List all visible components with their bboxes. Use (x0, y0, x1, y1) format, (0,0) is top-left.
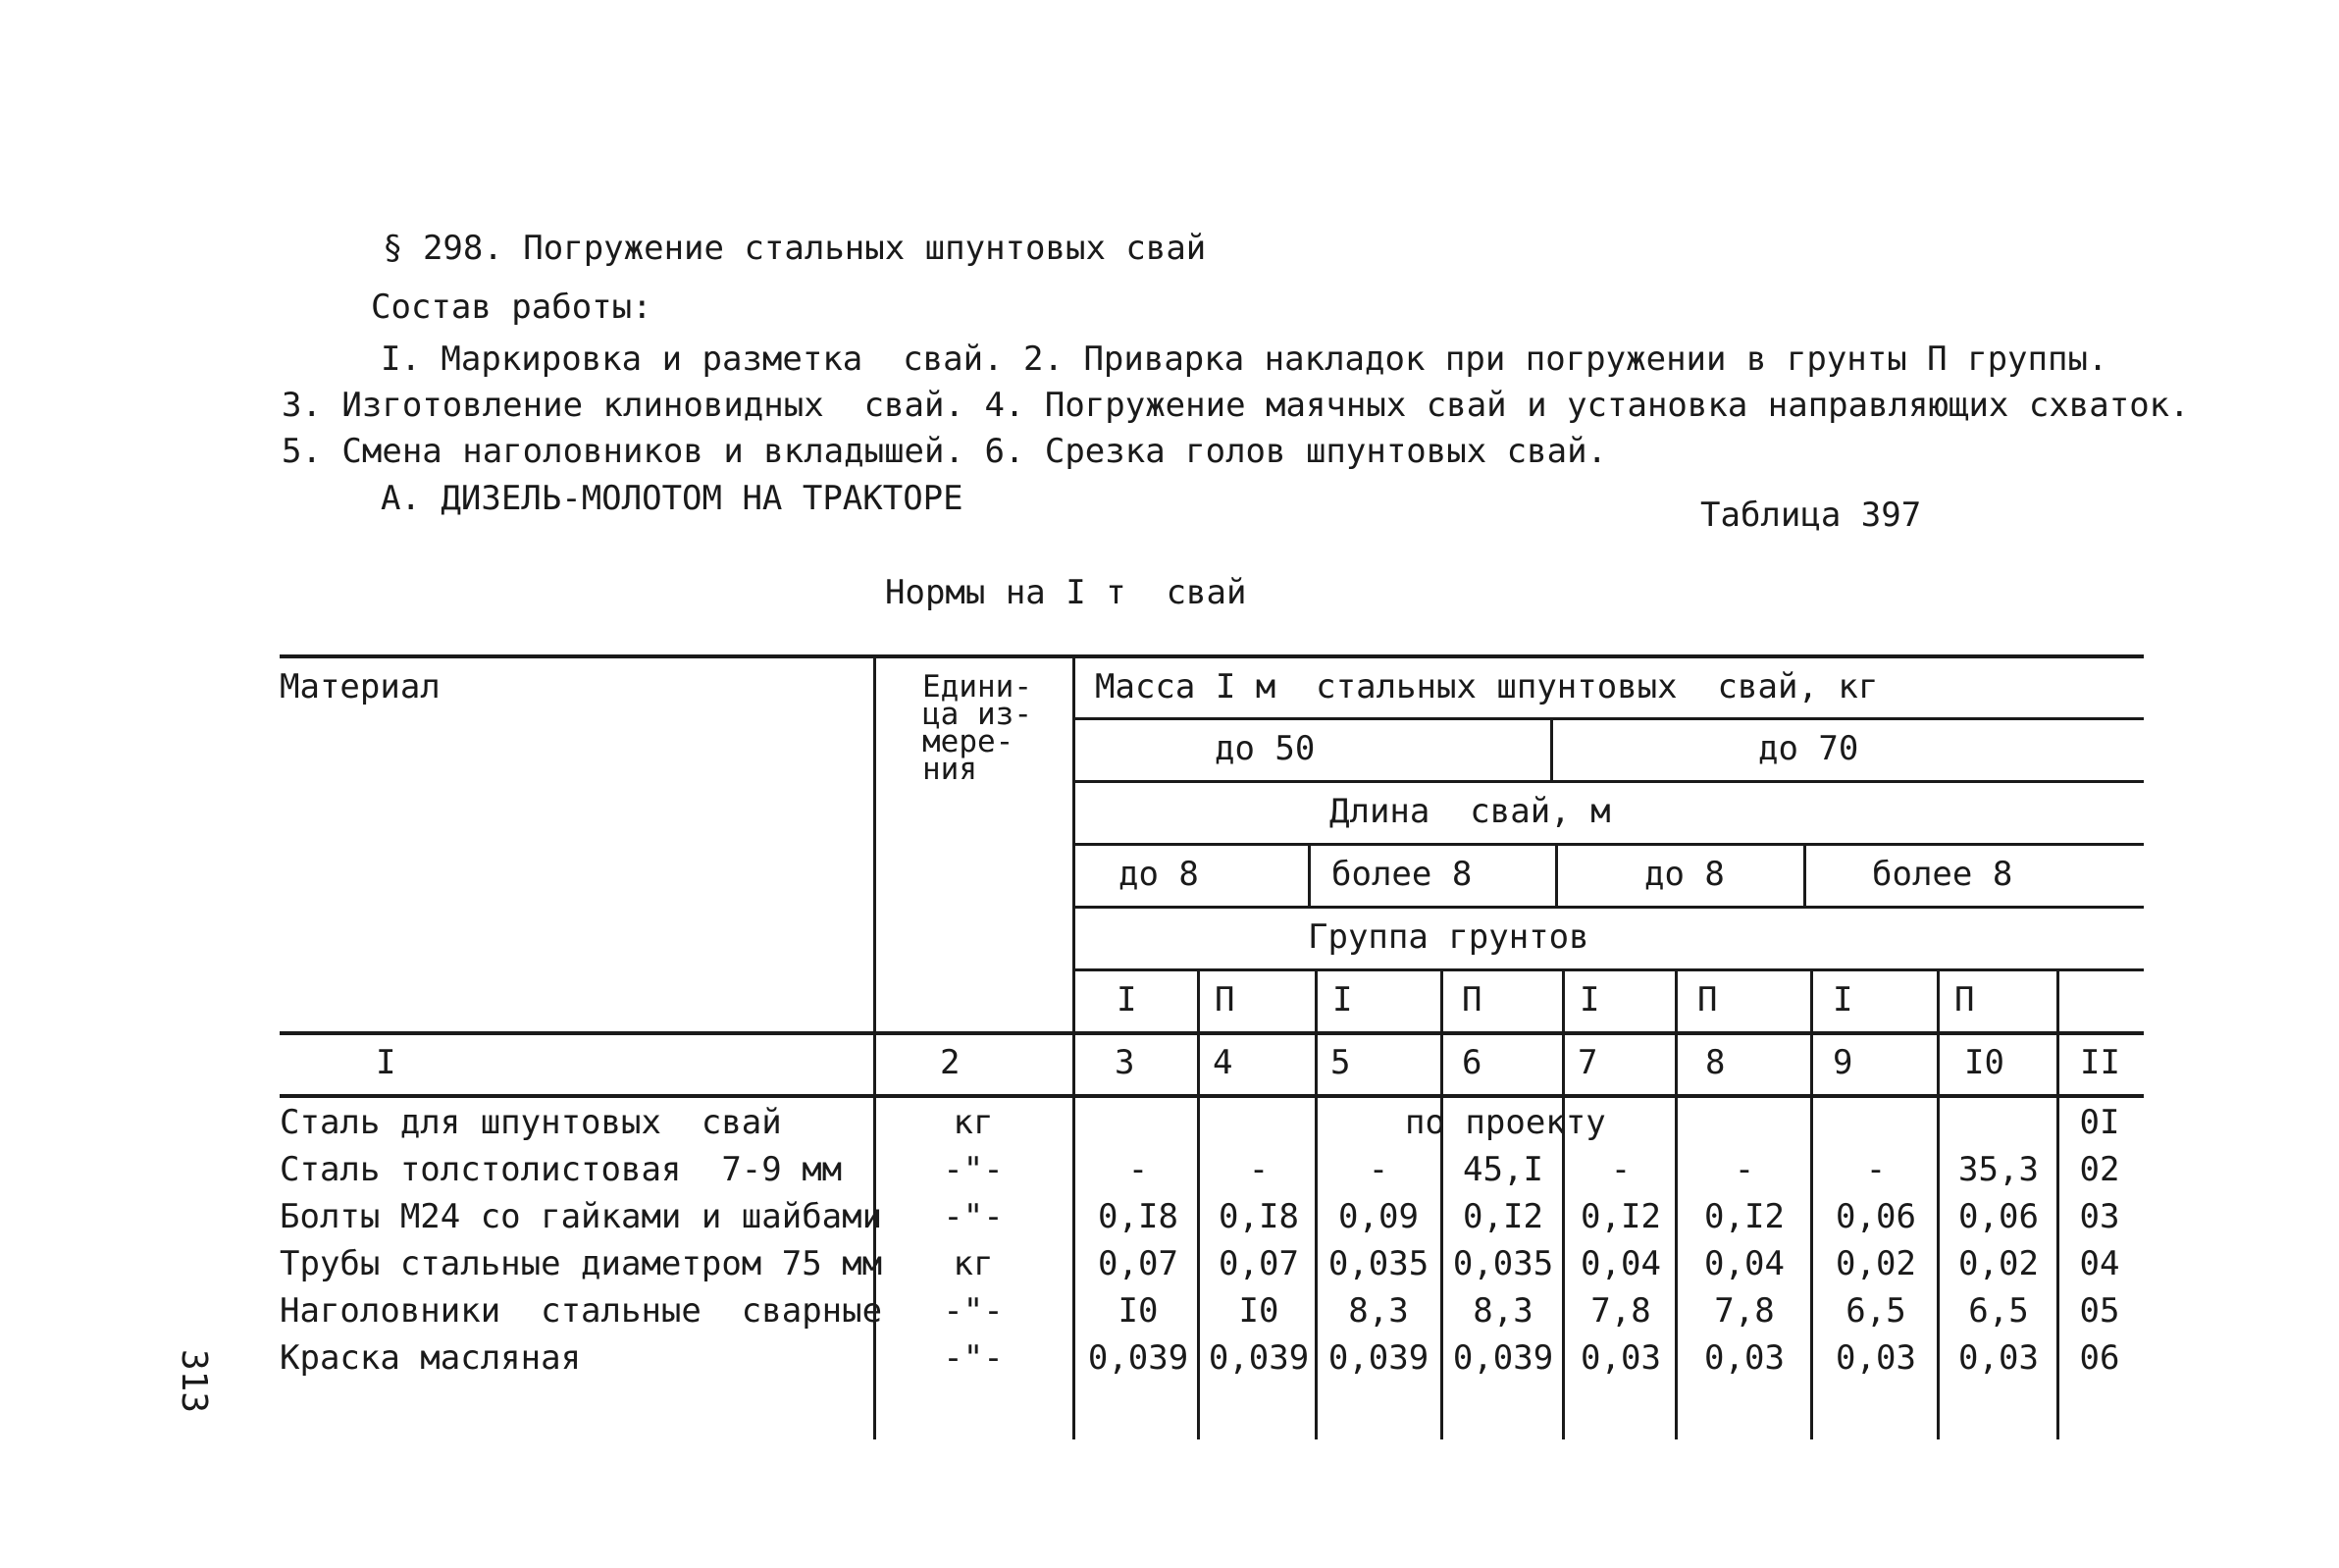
row-value: 0,04 (1581, 1244, 1661, 1283)
row-value: I0 (1238, 1291, 1279, 1331)
page-number: 313 (174, 1349, 214, 1414)
rule-colnums-bottom (280, 1094, 2144, 1098)
soil-class-9: I (1833, 980, 1853, 1019)
row-value: 0,039 (1208, 1338, 1310, 1378)
row-value: I0 (1118, 1291, 1159, 1331)
table-top-rule (280, 654, 2144, 658)
col-number-6: 6 (1462, 1043, 1482, 1082)
row-unit: -"- (943, 1150, 1004, 1189)
col-number-3: 3 (1115, 1043, 1135, 1082)
row-unit: -"- (943, 1197, 1004, 1236)
row-code: 0I (2079, 1103, 2120, 1142)
row-value: 0,035 (1327, 1244, 1429, 1283)
col-rule-len-1 (1308, 843, 1311, 906)
row-code: 03 (2079, 1197, 2120, 1236)
head-length: Длина свай, м (1329, 792, 1611, 831)
col-number-8: 8 (1705, 1043, 1726, 1082)
head-length-group-3: до 8 (1644, 855, 1725, 894)
head-length-group-2: более 8 (1331, 855, 1473, 894)
row-value: 0,I2 (1704, 1197, 1785, 1236)
rule-head-bottom (280, 1031, 2144, 1035)
row-value: 0,06 (1836, 1197, 1916, 1236)
col-number-1: I (376, 1043, 396, 1082)
row-material: Сталь толстолистовая 7-9 мм (280, 1150, 843, 1189)
row-value: 0,02 (1836, 1244, 1916, 1283)
row-value: 0,07 (1098, 1244, 1178, 1283)
row-value: 7,8 (1590, 1291, 1651, 1331)
work-line-1: I. Маркировка и разметка свай. 2. Приварка накладок при погружении в грунты П группы. (381, 340, 2108, 379)
soil-class-4: П (1215, 980, 1235, 1019)
col-rule-len-3 (1803, 843, 1806, 906)
col-rule-mass-split (1550, 717, 1553, 780)
row-value: 0,035 (1452, 1244, 1554, 1283)
row-code: 04 (2079, 1244, 2120, 1283)
row-value: 6,5 (1845, 1291, 1906, 1331)
row-value: 0,03 (1581, 1338, 1661, 1378)
row-value: 8,3 (1348, 1291, 1409, 1331)
work-composition-title: Состав работы: (371, 287, 652, 327)
soil-class-5: I (1332, 980, 1353, 1019)
row-value: - (1127, 1150, 1149, 1189)
rule-soil (1072, 968, 2144, 971)
row-value: 0,02 (1958, 1244, 2039, 1283)
row-material: Краска масляная (280, 1338, 582, 1378)
rule-mass (1072, 717, 2144, 720)
col-number-9: 9 (1833, 1043, 1853, 1082)
head-mass-group-2: до 70 (1758, 729, 1859, 768)
soil-class-6: П (1462, 980, 1482, 1019)
row-value: 7,8 (1714, 1291, 1775, 1331)
row-value: 0,I2 (1581, 1197, 1661, 1236)
soil-class-7: I (1580, 980, 1600, 1019)
rule-mass-groups (1072, 780, 2144, 783)
row-value: 0,I2 (1463, 1197, 1543, 1236)
row-value: - (1865, 1150, 1887, 1189)
table-caption: Нормы на I т свай (885, 573, 1247, 612)
row-value: 35,3 (1958, 1150, 2039, 1189)
col-number-11: II (2080, 1043, 2120, 1082)
head-unit-4: ния (922, 752, 977, 787)
col-number-7: 7 (1578, 1043, 1598, 1082)
row-value: - (1734, 1150, 1755, 1189)
rule-length-groups (1072, 906, 2144, 909)
row-value: - (1610, 1150, 1632, 1189)
head-mass: Масса I м стальных шпунтовых свай, кг (1095, 667, 1879, 706)
table-label: Таблица 397 (1700, 496, 1922, 535)
head-length-group-1: до 8 (1118, 855, 1199, 894)
row-value: 0,03 (1704, 1338, 1785, 1378)
col-number-4: 4 (1213, 1043, 1233, 1082)
row-value: 45,I (1463, 1150, 1543, 1189)
soil-class-3: I (1117, 980, 1137, 1019)
work-line-2: 3. Изготовление клиновидных свай. 4. Погружение маячных свай и установка направляющих схваток. (282, 386, 2190, 425)
row-value: 8,3 (1473, 1291, 1533, 1331)
col-number-2: 2 (940, 1043, 961, 1082)
rule-length (1072, 843, 2144, 846)
row-unit: -"- (943, 1338, 1004, 1378)
row-material: Трубы стальные диаметром 75 мм (280, 1244, 883, 1283)
head-unit-2: ца из- (922, 697, 1032, 732)
col-number-5: 5 (1330, 1043, 1351, 1082)
col-rule-len-2 (1555, 843, 1558, 906)
row-value: 0,09 (1338, 1197, 1419, 1236)
col-number-10: I0 (1964, 1043, 2004, 1082)
row-value: - (1248, 1150, 1270, 1189)
head-length-group-4: более 8 (1872, 855, 2013, 894)
subsection-title: А. ДИЗЕЛЬ-МОЛОТОМ НА ТРАКТОРЕ (381, 479, 963, 518)
row-unit: кг (953, 1244, 994, 1283)
row-material: Болты М24 со гайками и шайбами (280, 1197, 883, 1236)
soil-class-8: П (1697, 980, 1718, 1019)
row-value: 0,03 (1958, 1338, 2039, 1378)
row-value: 0,04 (1704, 1244, 1785, 1283)
row-unit: -"- (943, 1291, 1004, 1331)
row-code: 06 (2079, 1338, 2120, 1378)
soil-class-10: П (1954, 980, 1975, 1019)
row-value: 0,06 (1958, 1197, 2039, 1236)
row-material: Сталь для шпунтовых свай (280, 1103, 782, 1142)
work-line-3: 5. Смена наголовников и вкладышей. 6. Срезка голов шпунтовых свай. (282, 432, 1608, 471)
row-value: 0,039 (1452, 1338, 1554, 1378)
row-value: 0,03 (1836, 1338, 1916, 1378)
head-soil-group: Группа грунтов (1308, 917, 1589, 957)
row-value: 6,5 (1968, 1291, 2029, 1331)
row-value: 0,039 (1327, 1338, 1429, 1378)
row-value: - (1368, 1150, 1389, 1189)
row-value: 0,I8 (1098, 1197, 1178, 1236)
row-value: 0,I8 (1219, 1197, 1299, 1236)
row-unit: кг (953, 1103, 994, 1142)
row-code: 05 (2079, 1291, 2120, 1331)
row-code: 02 (2079, 1150, 2120, 1189)
row-material: Наголовники стальные сварные (280, 1291, 883, 1331)
row-value: 0,07 (1219, 1244, 1299, 1283)
row-merged-note: по проекту (1405, 1103, 1606, 1142)
row-value: 0,039 (1087, 1338, 1189, 1378)
section-title: § 298. Погружение стальных шпунтовых свай (383, 229, 1207, 268)
head-unit-3: мере- (922, 724, 1014, 759)
head-unit-1: Едини- (922, 669, 1032, 705)
head-mass-group-1: до 50 (1215, 729, 1316, 768)
head-material: Материал (280, 667, 441, 706)
